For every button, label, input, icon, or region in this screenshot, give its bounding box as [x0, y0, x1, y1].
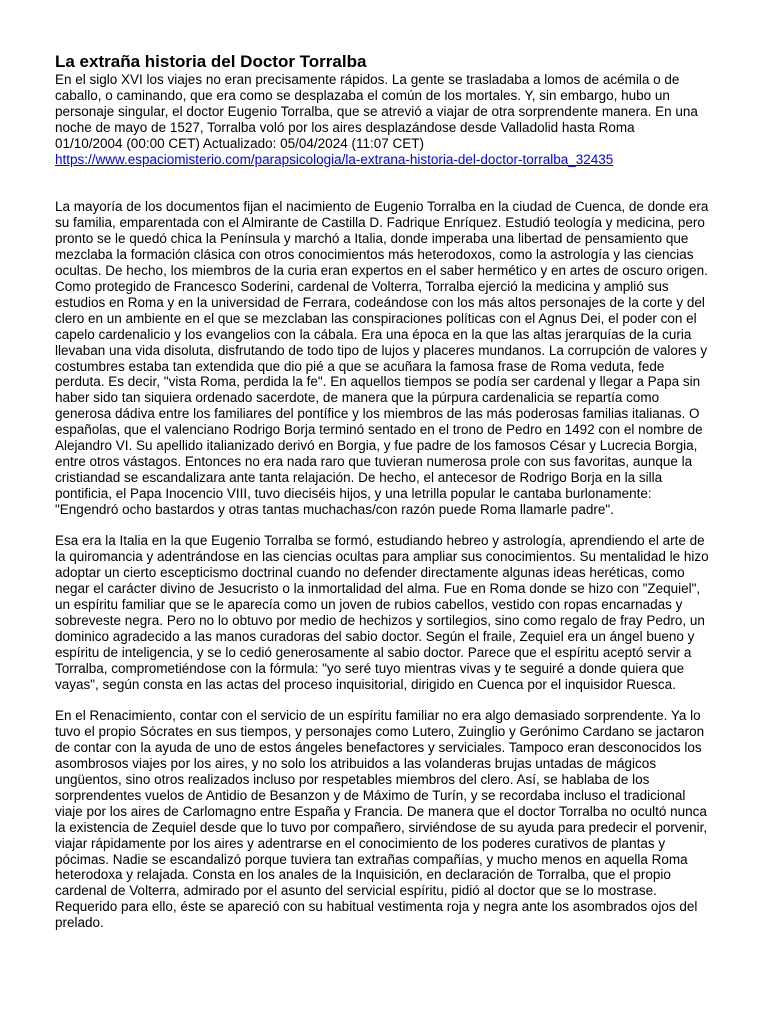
article-dates: 01/10/2004 (00:00 CET) Actualizado: 05/04/2024 (11:07 CET): [55, 135, 424, 151]
source-link[interactable]: https://www.espaciomisterio.com/parapsicologia/la-extrana-historia-del-doctor-torralba_32435: [55, 151, 614, 167]
body-paragraph-2: Esa era la Italia en la que Eugenio Torralba se formó, estudiando hebreo y astrología, aprendiendo el arte de la quiromancia y adentrándose en las ciencias ocultas para ampliar sus conocimientos. Su mentalidad le hizo adoptar un cierto escepticismo doctrinal cuando no defender directamente algunas ideas heréticas, como negar el carácter divino de Jesucristo o la inmortalidad del alma. Fue en Roma donde se hizo con "Zequiel", un espíritu familiar que se le aparecía como un joven de rubios cabellos, vestido con ropas encarnadas y sobreveste negra. Pero no lo obtuvo por medio de hechizos y sortilegios, sino como regalo de fray Pedro, un dominico agradecido a las manos curadoras del sabio doctor. Según el fraile, Zequiel era un ángel bueno y espíritu de inteligencia, y se lo cedió generosamente al sabio doctor. Parece que el espíritu aceptó servir a Torralba, comprometiéndose con la fórmula: "yo seré tuyo mientras vivas y te seguiré a donde quiera que vayas", según consta en las actas del proceso inquisitorial, dirigido en Cuenca por el inquisidor Ruesca.: [55, 533, 709, 692]
article-title: La extraña historia del Doctor Torralba: [55, 52, 367, 71]
article-body: [55, 199, 715, 931]
body-paragraph-3: En el Renacimiento, contar con el servicio de un espíritu familiar no era algo demasiado sorprendente. Ya lo tuvo el propio Sócrates en sus tiempos, y personajes como Lutero, Zuinglio y Gerónimo Cardano se jactaron de contar con la ayuda de uno de estos ángeles benefactores y serviciales. Tampoco eran desconocidos los asombrosos viajes por los aires, y no solo los atribuidos a las volanderas brujas untadas de mágicos ungüentos, sino otros realizados incluso por respetables miembros del clero. Así, se hablaba de los sorprendentes vuelos de Antidio de Besanzon y de Máximo de Turín, y se recordaba incluso el tradicional viaje por los aires de Carlomagno entre España y Francia. De manera que el doctor Torralba no ocultó nunca la existencia de Zequiel desde que lo tuvo por compañero, sirviéndose de su ayuda para predecir el porvenir, viajar rápidamente por los aires y adentrarse en el conocimiento de los poderes curativos de plantas y pócimas. Nadie se escandalizó porque tuviera tan extrañas compañías, y mucho menos en aquella Roma heterodoxa y relajada. Consta en los anales de la Inquisición, en declaración de Torralba, que el propio cardenal de Volterra, admirado por el asunto del servicial espíritu, pidió al doctor que se lo mostrase. Requerido para ello, éste se apareció con su habitual vestimenta roja y negra ante los asombrados ojos del prelado.: [55, 708, 708, 931]
article-summary: En el siglo XVI los viajes no eran precisamente rápidos. La gente se trasladaba a lomos de acémila o de caballo, o caminando, que era como se desplazaba el común de los mortales. Y, sin embargo, hubo un personaje singular, el doctor Eugenio Torralba, que se atrevió a viajar de otra sorprendente manera. En una noche de mayo de 1527, Torralba voló por los aires desplazándose desde Valladolid hasta Roma: [55, 72, 698, 135]
document-page: [55, 52, 715, 947]
body-paragraph-1: La mayoría de los documentos fijan el nacimiento de Eugenio Torralba en la ciudad de Cuenca, de donde era su familia, emparentada con el Almirante de Castilla D. Fadrique Enríquez. Estudió teología y medicina, pero pronto se le quedó chica la Península y marchó a Italia, donde imperaba una libertad de pensamiento que mezclaba la formación clásica con otros conocimientos más heterodoxos, como la astrología y las ciencias ocultas. De hecho, los miembros de la curia eran expertos en el saber hermético y en artes de oscuro origen. Como protegido de Francesco Soderini, cardenal de Volterra, Torralba ejerció la medicina y amplió sus estudios en Roma y en la universidad de Ferrara, codeándose con los más altos personajes de la corte y del clero en un ambiente en el que se mezclaban las conspiraciones políticas con el Agnus Dei, el poder con el capelo cardenalicio y los evangelios con la cábala. Era una época en la que las altas jerarquías de la curia llevaban una vida disoluta, disfrutando de todo tipo de lujos y placeres mundanos. La corrupción de valores y costumbres estaba tan extendida que dio pié a que se acuñara la famosa frase de Roma veduta, fede perduta. Es decir, "vista Roma, perdida la fe". En aquellos tiempos se podía ser cardenal y llegar a Papa sin haber sido tan siquiera ordenado sacerdote, de manera que la púrpura cardenalicia se repartía como generosa dádiva entre los familiares del pontífice y los miembros de las más poderosas familias italianas. O españolas, que el valenciano Rodrigo Borja terminó sentado en el trono de Pedro en 1492 con el nombre de Alejandro VI. Su apellido italianizado derivó en Borgia, y fue padre de los famosos César y Lucrecia Borgia, entre otros vástagos. Entonces no era nada raro que tuvieran numerosa prole con sus favoritas, aunque la cristiandad se escandalizara ante tanta relajación. De hecho, el antecesor de Rodrigo Borja en la silla pontificia, el Papa Inocencio VIII, tuvo dieciséis hijos, y una letrilla popular le cantaba burlonamente: "Engendró ocho bastardos y otras tantas muchachas/con razón puede Roma llamarle padre".: [55, 199, 709, 517]
